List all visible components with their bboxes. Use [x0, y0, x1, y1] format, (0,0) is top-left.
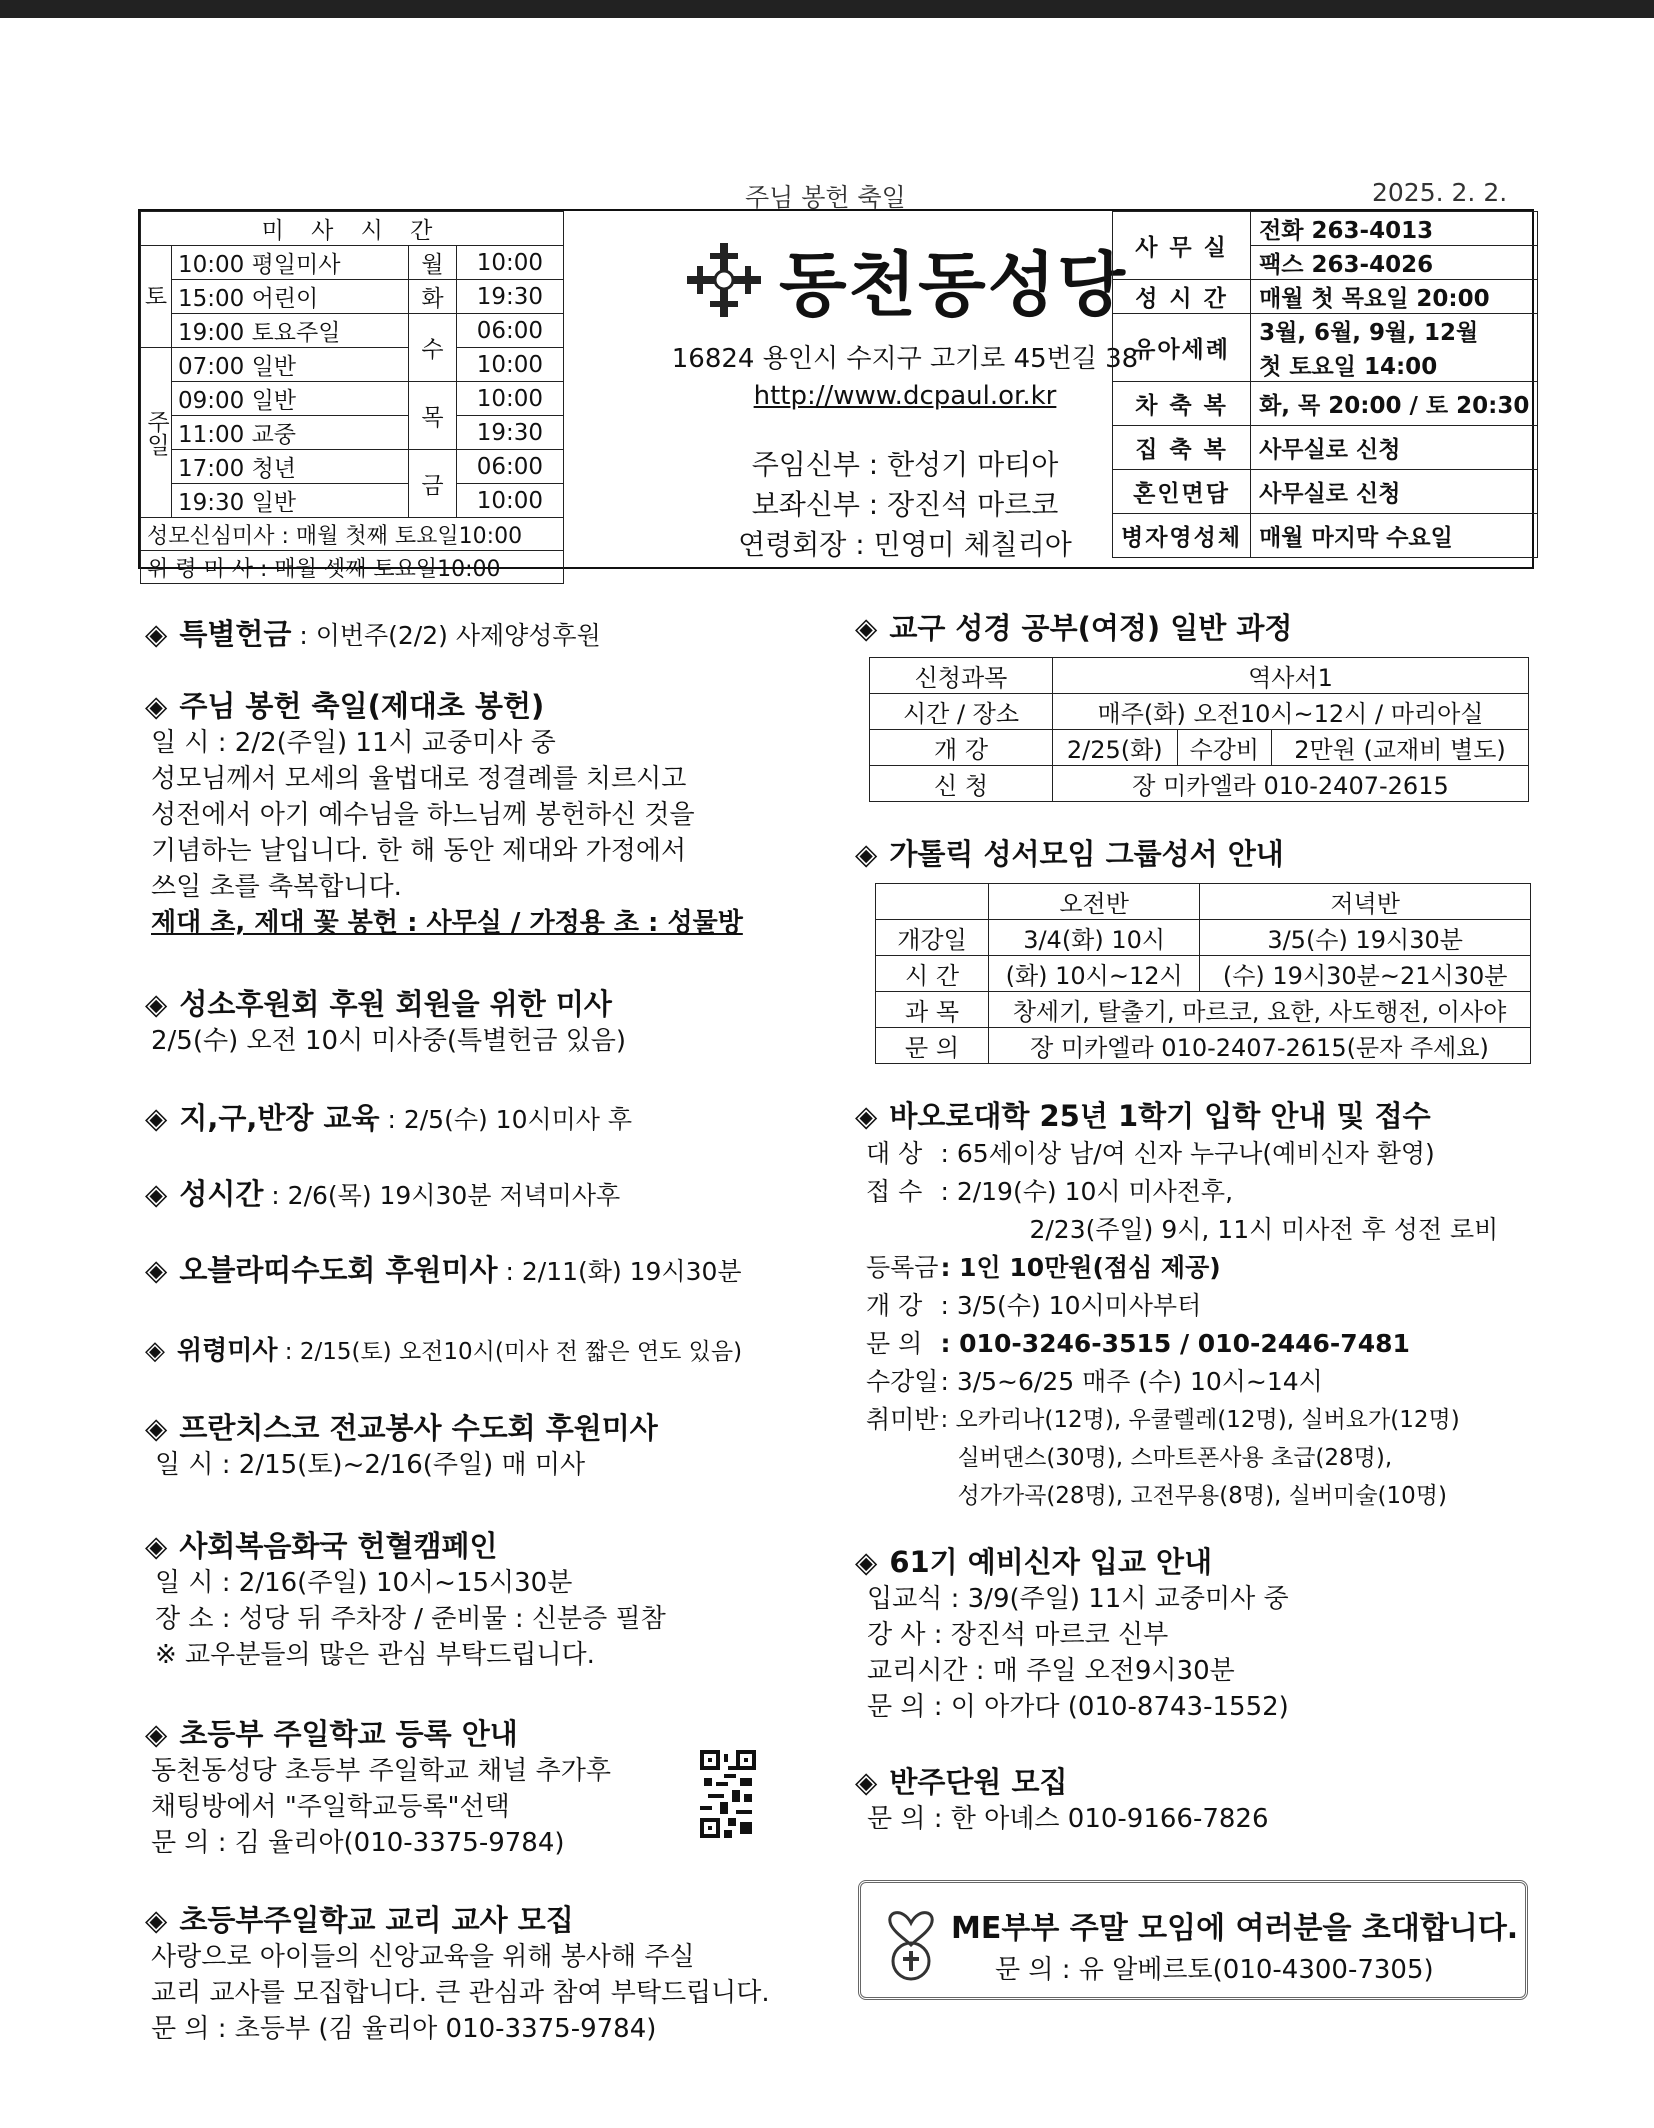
section-detail: : 2/6(목) 19시30분 저녁미사후 — [263, 1181, 621, 1210]
me-contact: 문 의 : 유 알베르토(010-4300-7305) — [995, 1955, 1434, 1985]
section-detail: : 2/5(수) 10시미사 후 — [379, 1105, 633, 1134]
feast-label: 주님 봉헌 축일 — [745, 183, 906, 212]
section-title: 바오로대학 25년 1학기 입학 안내 및 접수 — [889, 1099, 1431, 1133]
section-title: 주님 봉헌 축일(제대초 봉헌) — [179, 689, 545, 723]
text-line: 일 시 : 2/2(주일) 11시 교중미사 중 — [151, 728, 556, 758]
catechumen-section — [855, 1540, 1289, 1725]
mass-time: 19:00 토요주일 — [172, 314, 409, 348]
detail-value: : 010-3246-3515 / 010-2446-7481 — [940, 1329, 1410, 1358]
sunday-school-registration-section — [145, 1712, 611, 1861]
mass-extra: 위 령 미 사 : 매월 셋째 토요일10:00 — [141, 551, 564, 584]
oblate-mass-section — [145, 1248, 742, 1289]
detail-value: 실버댄스(30명), 스마트폰사용 초급(28명), — [957, 1445, 1393, 1471]
detail-value: : 2/19(수) 10시 미사전후, — [940, 1177, 1234, 1206]
text-line: 기념하는 날입니다. 한 해 동안 제대와 가정에서 — [151, 836, 687, 866]
office-label: 성 시 간 — [1113, 280, 1251, 314]
detail-value: : 3/5(수) 10시미사부터 — [940, 1291, 1202, 1320]
table-cell — [876, 884, 989, 920]
mass-time: 07:00 일반 — [172, 348, 409, 382]
church-address: 16824 용인시 수지구 고기로 45번길 38 — [671, 344, 1139, 374]
table-cell: 3/4(화) 10시 — [989, 920, 1200, 956]
mass-time: 09:00 일반 — [172, 382, 409, 416]
section-detail: : 2/15(토) 오전10시(미사 전 짧은 연도 있음) — [277, 1339, 743, 1365]
office-value: 3월, 6월, 9월, 12월 — [1251, 314, 1538, 348]
office-label: 혼인면담 — [1113, 470, 1251, 514]
detail-value: 성가가곡(28명), 고전무용(8명), 실버미술(10명) — [957, 1483, 1447, 1509]
church-website-link[interactable]: http://www.dcpaul.or.kr — [753, 381, 1057, 411]
bullet-icon: ◈ — [855, 1099, 878, 1133]
table-cell: 시 간 — [876, 956, 989, 992]
vocation-mass-section — [145, 982, 626, 1059]
office-value: 전화 263-4013 — [1251, 212, 1538, 246]
weekday-label: 화 — [409, 280, 457, 314]
detail-value: : 3/5~6/25 매주 (수) 10시~14시 — [940, 1367, 1323, 1396]
bullet-icon: ◈ — [855, 1545, 878, 1579]
mass-time: 17:00 청년 — [172, 450, 409, 484]
saturday-label: 토 — [141, 246, 172, 348]
mass-time: 10:00 — [456, 484, 563, 518]
text-line: 일 시 : 2/16(주일) 10시~15시30분 — [155, 1568, 573, 1598]
mass-time: 19:30 — [456, 416, 563, 450]
bullet-icon: ◈ — [145, 1336, 165, 1366]
bullet-icon: ◈ — [855, 611, 878, 645]
paul-college-section — [855, 1094, 1499, 1515]
text-line: 쓰일 초를 축복합니다. — [151, 872, 402, 902]
church-logo-icon — [683, 239, 765, 321]
detail-key — [865, 1211, 939, 1249]
table-header: 저녁반 — [1200, 884, 1531, 920]
table-header: 오전반 — [989, 884, 1200, 920]
mass-time: 10:00 — [456, 246, 563, 280]
mass-time: 10:00 평일미사 — [172, 246, 409, 280]
bible-study-table — [869, 657, 1529, 802]
table-cell: (화) 10시~12시 — [989, 956, 1200, 992]
mass-schedule-table — [140, 211, 564, 584]
text-line: 교리 교사를 모집합니다. 큰 관심과 참여 부탁드립니다. — [151, 1978, 770, 2008]
bible-group-section — [855, 832, 1531, 1064]
text-line: 문 의 : 김 율리아(010-3375-9784) — [151, 1828, 565, 1858]
accompanist-recruitment-section — [855, 1760, 1269, 1837]
office-label: 유아세례 — [1113, 314, 1251, 382]
bullet-icon: ◈ — [145, 1529, 168, 1563]
mass-time: 11:00 교중 — [172, 416, 409, 450]
presentation-feast-section — [145, 684, 743, 941]
table-cell: 과 목 — [876, 992, 989, 1028]
detail-key: 수강일 — [866, 1367, 939, 1396]
table-cell: 수강비 — [1177, 730, 1271, 766]
office-value: 팩스 263-4026 — [1251, 246, 1538, 280]
table-cell: 문 의 — [876, 1028, 989, 1064]
weekday-label: 수 — [409, 314, 457, 382]
text-line: 문 의 : 초등부 (김 율리아 010-3375-9784) — [151, 2014, 657, 2044]
text-line: 사랑으로 아이들의 신앙교육을 위해 봉사해 주실 — [151, 1942, 695, 1972]
weekday-label: 금 — [409, 450, 457, 518]
bulletin-date: 2025. 2. 2. — [1372, 178, 1508, 207]
section-title: 초등부 주일학교 등록 안내 — [179, 1717, 518, 1751]
bullet-icon: ◈ — [145, 1177, 168, 1211]
detail-value: : 오카리나(12명), 우쿨렐레(12명), 실버요가(12명) — [940, 1407, 1460, 1433]
mass-title: 미 사 시 간 — [141, 212, 564, 246]
office-label: 사 무 실 — [1113, 212, 1251, 280]
text-line: 입교식 : 3/9(주일) 11시 교중미사 중 — [867, 1584, 1289, 1614]
blood-drive-section — [145, 1524, 666, 1673]
office-value: 사무실로 신청 — [1251, 470, 1538, 514]
detail-value: 2/23(주일) 9시, 11시 미사전 후 성전 로비 — [1029, 1215, 1499, 1244]
scan-top-edge — [0, 0, 1654, 18]
memorial-mass-section — [145, 1330, 742, 1367]
detail-value: : 1인 10만원(점심 제공) — [940, 1253, 1221, 1282]
text-line: 강 사 : 장진석 마르코 신부 — [867, 1620, 1169, 1650]
bullet-icon: ◈ — [855, 837, 878, 871]
mass-time: 06:00 — [456, 314, 563, 348]
section-title: 특별헌금 — [179, 617, 292, 651]
section-title: 초등부주일학교 교리 교사 모집 — [179, 1903, 574, 1937]
detail-value: : 65세이상 남/여 신자 누구나(예비신자 환영) — [940, 1139, 1435, 1168]
bullet-icon: ◈ — [145, 987, 168, 1021]
mass-time: 06:00 — [456, 450, 563, 484]
bullet-icon: ◈ — [145, 1101, 168, 1135]
mass-time: 10:00 — [456, 348, 563, 382]
bullet-icon: ◈ — [145, 1411, 168, 1445]
bible-group-table — [875, 883, 1531, 1064]
bullet-icon: ◈ — [145, 689, 168, 723]
text-line: ※ 교우분들의 많은 관심 부탁드립니다. — [155, 1640, 595, 1670]
detail-key: 문 의 — [866, 1329, 923, 1358]
bullet-icon: ◈ — [855, 1765, 878, 1799]
funeral-society-line: 연령회장 : 민영미 체칠리아 — [738, 528, 1072, 561]
detail-key — [865, 1439, 939, 1477]
bulletin-header — [138, 209, 1534, 582]
table-cell: (수) 19시30분~21시30분 — [1200, 956, 1531, 992]
table-cell: 매주(화) 오전10시~12시 / 마리아실 — [1053, 694, 1529, 730]
section-title: 반주단원 모집 — [889, 1765, 1068, 1799]
assistant-priest-line: 보좌신부 : 장진석 마르코 — [751, 488, 1059, 521]
text-line: 동천동성당 초등부 주일학교 채널 추가후 — [151, 1756, 612, 1786]
detail-key: 취미반 — [866, 1405, 939, 1434]
weekday-label: 월 — [409, 246, 457, 280]
office-label: 집 축 복 — [1113, 426, 1251, 470]
candle-offering-note: 제대 초, 제대 꽃 봉헌 : 사무실 / 가정용 초 : 성물방 — [151, 908, 743, 938]
office-label: 병자영성체 — [1113, 514, 1251, 558]
table-cell: 장 미카엘라 010-2407-2615(문자 주세요) — [989, 1028, 1531, 1064]
text-line: 문 의 : 한 아녜스 010-9166-7826 — [867, 1804, 1269, 1834]
bullet-icon: ◈ — [145, 617, 168, 651]
bullet-icon: ◈ — [145, 1253, 168, 1287]
table-cell: 신 청 — [870, 766, 1053, 802]
section-detail: : 2/11(화) 19시30분 — [497, 1257, 742, 1286]
diocese-bible-study-section — [855, 606, 1529, 802]
mass-time: 19:30 — [456, 280, 563, 314]
sunday-label: 주일 — [141, 348, 172, 518]
section-title: 교구 성경 공부(여정) 일반 과정 — [889, 611, 1293, 645]
office-info-table — [1112, 211, 1538, 558]
paul-college-details — [865, 1135, 1499, 1515]
text-line: 장 소 : 성당 뒤 주차장 / 준비물 : 신분증 필참 — [155, 1604, 666, 1634]
detail-key: 접 수 — [866, 1177, 923, 1206]
section-title: 지,구,반장 교육 — [179, 1101, 380, 1135]
table-cell: 창세기, 탈출기, 마르코, 요한, 사도행전, 이사야 — [989, 992, 1531, 1028]
holy-hour-section — [145, 1172, 620, 1213]
mass-time: 10:00 — [456, 382, 563, 416]
franciscan-mass-section — [145, 1406, 658, 1483]
table-cell: 시간 / 장소 — [870, 694, 1053, 730]
church-name: 동천동성당 — [778, 244, 1128, 326]
detail-key: 등록금 — [866, 1253, 939, 1282]
me-logo-icon — [881, 1901, 941, 1985]
office-label: 차 축 복 — [1113, 382, 1251, 426]
mass-time: 15:00 어린이 — [172, 280, 409, 314]
leader-education-section — [145, 1096, 632, 1137]
mass-time: 19:30 일반 — [172, 484, 409, 518]
text-line: 채팅방에서 "주일학교등록"선택 — [151, 1792, 510, 1822]
text-line: 성모님께서 모세의 율법대로 정결례를 치르시고 — [151, 764, 687, 794]
table-cell: 개 강 — [870, 730, 1053, 766]
office-value: 매월 마지막 수요일 — [1251, 514, 1538, 558]
table-cell: 역사서1 — [1053, 658, 1529, 694]
bullet-icon: ◈ — [145, 1717, 168, 1751]
table-cell: 개강일 — [876, 920, 989, 956]
qr-code-icon[interactable] — [700, 1750, 756, 1838]
table-cell: 신청과목 — [870, 658, 1053, 694]
special-offering-section — [145, 612, 601, 653]
office-value: 사무실로 신청 — [1251, 426, 1538, 470]
text-line: 일 시 : 2/15(토)~2/16(주일) 매 미사 — [155, 1450, 586, 1480]
table-cell: 장 미카엘라 010-2407-2615 — [1053, 766, 1529, 802]
section-title: 사회복음화국 헌혈캠페인 — [179, 1529, 498, 1563]
mass-extra: 성모신심미사 : 매월 첫째 토요일10:00 — [141, 518, 564, 551]
office-value: 매월 첫 목요일 20:00 — [1251, 280, 1538, 314]
section-detail: : 이번주(2/2) 사제양성후원 — [291, 621, 601, 650]
table-cell: 2/25(화) — [1053, 730, 1178, 766]
text-line: 성전에서 아기 예수님을 하느님께 봉헌하신 것을 — [151, 800, 695, 830]
me-title: ME부부 주말 모임에 여러분을 초대합니다. — [951, 1911, 1519, 1946]
text-line: 교리시간 : 매 주일 오전9시30분 — [867, 1656, 1235, 1686]
weekday-label: 목 — [409, 382, 457, 450]
pastor-line: 주임신부 : 한성기 마티아 — [751, 448, 1059, 481]
text-line: 문 의 : 이 아가다 (010-8743-1552) — [867, 1692, 1289, 1722]
bullet-icon: ◈ — [145, 1903, 168, 1937]
detail-key: 개 강 — [866, 1291, 923, 1320]
table-cell: 2만원 (교재비 별도) — [1272, 730, 1529, 766]
text-line: 2/5(수) 오전 10시 미사중(특별헌금 있음) — [151, 1026, 627, 1056]
me-invitation-box — [858, 1880, 1528, 2000]
section-title: 성소후원회 후원 회원을 위한 미사 — [179, 987, 612, 1021]
catechist-recruitment-section — [145, 1898, 770, 2047]
table-cell: 3/5(수) 19시30분 — [1200, 920, 1531, 956]
section-title: 성시간 — [179, 1177, 264, 1211]
section-title: 61기 예비신자 입교 안내 — [889, 1545, 1213, 1579]
detail-key — [865, 1477, 939, 1515]
section-title: 오블라띠수도회 후원미사 — [179, 1253, 498, 1287]
office-value: 첫 토요일 14:00 — [1251, 348, 1538, 382]
section-title: 프란치스코 전교봉사 수도회 후원미사 — [179, 1411, 658, 1445]
office-value: 화, 목 20:00 / 토 20:30 — [1251, 382, 1538, 426]
section-title: 위령미사 — [177, 1336, 278, 1366]
section-title: 가톨릭 성서모임 그룹성서 안내 — [889, 837, 1284, 871]
detail-key: 대 상 — [866, 1139, 923, 1168]
